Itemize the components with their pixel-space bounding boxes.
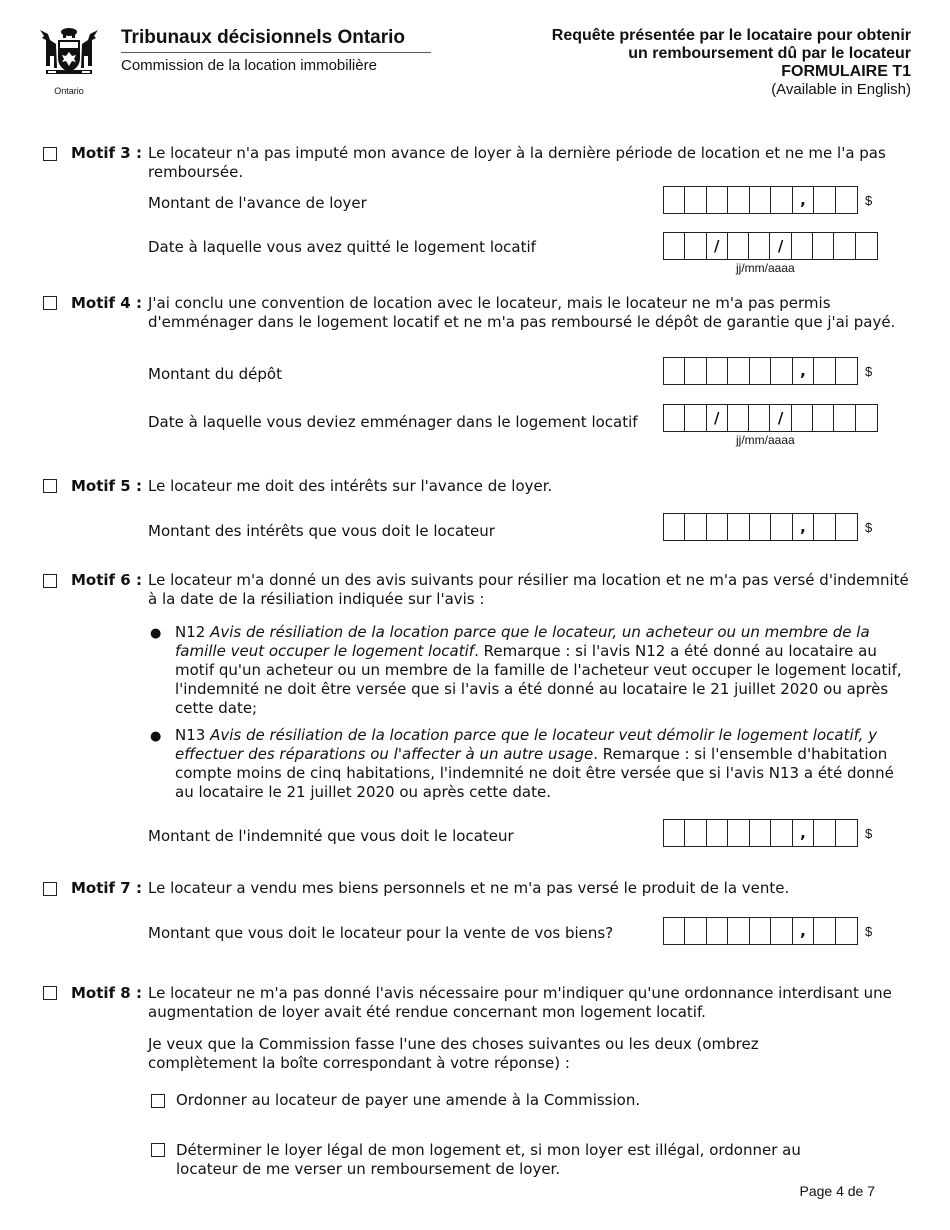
date-separator: / xyxy=(707,233,728,259)
form-id: FORMULAIRE T1 xyxy=(781,63,911,80)
motif4-text: J'ai conclu une convention de location avec le locateur, mais le locateur ne m'a pas permis d'emménager dans le logement locatif et ne m'a pas remboursé le dépôt de garantie que j'ai payé. xyxy=(148,294,896,331)
logo-caption: Ontario xyxy=(54,86,84,96)
decimal-separator: , xyxy=(793,820,814,846)
motif7-sale-amount-input[interactable] xyxy=(663,917,858,945)
org-sub: Commission de la location immobilière xyxy=(121,57,377,74)
motif3-label: Motif 3 : xyxy=(71,144,142,162)
motif4-deposit-label: Montant du dépôt xyxy=(148,365,282,383)
n13-title: Avis de résiliation de la location parce que le locateur veut démolir le logement locatif, y effectuer des réparations ou l'affecter à un autre usage xyxy=(175,726,878,763)
decimal-separator: , xyxy=(793,358,814,384)
motif4-date-label: Date à laquelle vous deviez emménager dans le logement locatif xyxy=(148,413,638,431)
bullet-icon: ● xyxy=(150,729,162,744)
motif8-option-rent-label: Déterminer le loyer légal de mon logement et, si mon loyer est illégal, ordonner au locateur de me verser un remboursement de loyer. xyxy=(176,1141,801,1178)
motif7-sale-label: Montant que vous doit le locateur pour la vente de vos biens? xyxy=(148,924,614,942)
n12-code: N12 xyxy=(175,623,206,641)
dollar-sign: $ xyxy=(865,193,873,208)
motif7-text: Le locateur a vendu mes biens personnels et ne m'a pas versé le produit de la vente. xyxy=(148,879,790,897)
motif8-instruction: Je veux que la Commission fasse l'une des choses suivantes ou les deux (ombrez complètement la boîte correspondant à votre réponse) : xyxy=(148,1035,759,1072)
motif5-interest-label: Montant des intérêts que vous doit le locateur xyxy=(148,522,495,540)
n13-note: . Remarque : si l'ensemble d'habitation compte moins de cinq habitations, l'indemnité ne doit être versée que si l'avis N13 a été donné au locataire le 21 juillet 2020 ou après cette date. xyxy=(175,745,894,801)
date-separator: / xyxy=(707,405,728,431)
form-title-line2: un remboursement dû par le locateur xyxy=(628,45,911,62)
available-english: (Available in English) xyxy=(771,81,911,98)
motif8-checkbox[interactable] xyxy=(43,986,57,1000)
dollar-sign: $ xyxy=(865,924,873,939)
motif6-label: Motif 6 : xyxy=(71,571,142,589)
motif4-move-in-date-input[interactable] xyxy=(663,404,878,432)
motif6-compensation-label: Montant de l'indemnité que vous doit le locateur xyxy=(148,827,514,845)
dollar-sign: $ xyxy=(865,520,873,535)
decimal-separator: , xyxy=(793,918,814,944)
date-format-caption: jj/mm/aaaa xyxy=(736,433,795,447)
motif5-text: Le locateur me doit des intérêts sur l'avance de loyer. xyxy=(148,477,553,495)
dollar-sign: $ xyxy=(865,826,873,841)
form-title-line1: Requête présentée par le locataire pour obtenir xyxy=(551,27,911,44)
motif4-checkbox[interactable] xyxy=(43,296,57,310)
n12-title: Avis de résiliation de la location parce que le locateur, un acheteur ou un membre de la famille veut occuper le logement locatif xyxy=(175,623,870,660)
form-title-block xyxy=(552,27,911,99)
coat-of-arms-icon xyxy=(36,26,102,82)
motif6-n13-item xyxy=(175,726,915,802)
motif6-n12-item xyxy=(175,623,915,718)
page-number: Page 4 de 7 xyxy=(799,1183,875,1199)
motif5-interest-amount-input[interactable] xyxy=(663,513,858,541)
motif4-label: Motif 4 : xyxy=(71,294,142,312)
dollar-sign: $ xyxy=(865,364,873,379)
decimal-separator: , xyxy=(793,514,814,540)
date-separator: / xyxy=(770,405,791,431)
motif5-label: Motif 5 : xyxy=(71,477,142,495)
motif5-checkbox[interactable] xyxy=(43,479,57,493)
motif8-label: Motif 8 : xyxy=(71,984,142,1002)
motif7-checkbox[interactable] xyxy=(43,882,57,896)
motif8-option-fine-label: Ordonner au locateur de payer une amende à la Commission. xyxy=(176,1091,641,1109)
motif3-move-out-date-input[interactable] xyxy=(663,232,878,260)
motif8-option-rent-checkbox[interactable] xyxy=(151,1143,165,1157)
motif6-compensation-amount-input[interactable] xyxy=(663,819,858,847)
org-name: Tribunaux décisionnels Ontario xyxy=(121,27,405,48)
motif8-option-fine-checkbox[interactable] xyxy=(151,1094,165,1108)
decimal-separator: , xyxy=(793,187,814,213)
motif7-label: Motif 7 : xyxy=(71,879,142,897)
motif3-date-label: Date à laquelle vous avez quitté le logement locatif xyxy=(148,238,536,256)
motif4-deposit-amount-input[interactable] xyxy=(663,357,858,385)
ontario-logo xyxy=(36,26,102,96)
motif3-advance-label: Montant de l'avance de loyer xyxy=(148,194,367,212)
date-separator: / xyxy=(770,233,791,259)
motif6-text: Le locateur m'a donné un des avis suivants pour résilier ma location et ne m'a pas versé d'indemnité à la date de la résiliation indiquée sur l'avis : xyxy=(148,571,909,608)
motif3-checkbox[interactable] xyxy=(43,147,57,161)
n12-note: . Remarque : si l'avis N12 a été donné au locataire au motif qu'un acheteur ou un membre de la famille de l'acheteur veut occuper le logement locatif, l'indemnité ne doit être versée que si l'avis a été donné au locataire le 21 juillet 2020 ou après cette date; xyxy=(175,642,902,717)
motif6-checkbox[interactable] xyxy=(43,574,57,588)
motif3-advance-amount-input[interactable] xyxy=(663,186,858,214)
motif8-text: Le locateur ne m'a pas donné l'avis nécessaire pour m'indiquer qu'une ordonnance interdisant une augmentation de loyer avait été rendue concernant mon logement locatif. xyxy=(148,984,892,1021)
n13-code: N13 xyxy=(175,726,206,744)
header-rule xyxy=(121,52,431,53)
date-format-caption: jj/mm/aaaa xyxy=(736,261,795,275)
bullet-icon: ● xyxy=(150,626,162,641)
motif3-text: Le locateur n'a pas imputé mon avance de loyer à la dernière période de location et ne me l'a pas remboursée. xyxy=(148,144,886,181)
